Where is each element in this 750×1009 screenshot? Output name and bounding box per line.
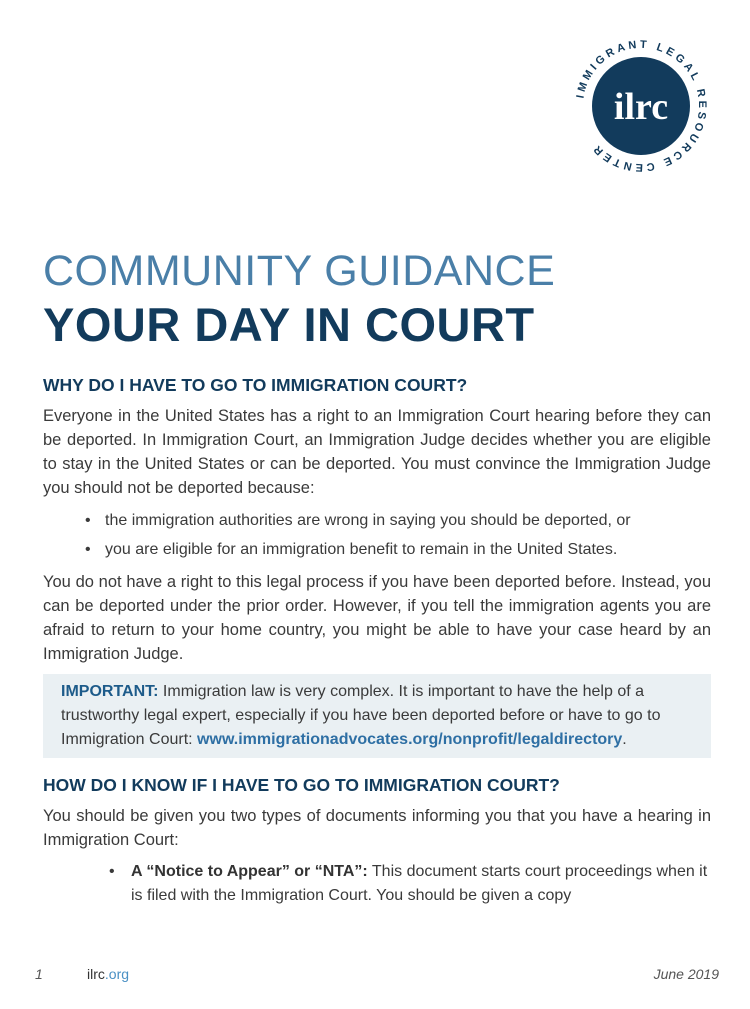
title-community-guidance: COMMUNITY GUIDANCE [43,247,556,295]
title-your-day-in-court: YOUR DAY IN COURT [43,298,535,351]
section1-paragraph1: Everyone in the United States has a right to an Immigration Court hearing before they can be deported. In Immigration Court, an Immigration Judge decides whether you are eligible to stay in the United States or can be deported. You must convince the Immigration Judge you should not be deported because: [43,407,711,497]
section2-heading: HOW DO I KNOW IF I HAVE TO GO TO IMMIGRATION COURT? [43,775,560,795]
footer-site-link[interactable] [87,966,129,982]
callout-end: . [622,731,627,748]
footer-date: June 2019 [653,966,719,982]
section1-heading: WHY DO I HAVE TO GO TO IMMIGRATION COURT? [43,375,468,395]
main-content [43,372,711,908]
page-footer [35,966,719,988]
important-callout [43,674,711,758]
section2-bullet-list [43,860,711,908]
section2-paragraph: You should be given you two types of documents informing you that you have a hearing in Immigration Court: [43,807,711,849]
logo-word: ilrc [613,86,669,128]
section1-paragraph2: You do not have a right to this legal process if you have been deported before. Instead, you can be deported under the prior order. However, if you tell the immigration agents you are afraid to return to your home country, you might be able to have your case heard by an Immigration Judge. [43,573,711,663]
footer-site-name: ilrc [87,966,105,982]
list-item: • the immigration authorities are wrong in saying you should be deported, or [105,506,711,535]
page-number: 1 [35,966,43,982]
logo-ring-text: IMMIGRANT LEGAL RESOURCE CENTER [574,38,709,174]
section1-bullet-list [43,506,711,564]
callout-label: IMPORTANT: [61,683,159,700]
footer-site-tld: .org [104,966,130,982]
nta-term: A “Notice to Appear” or “NTA”: [131,863,368,880]
ilrc-logo [565,30,717,182]
callout-text: Immigration law is very complex. It is important to have the help of a trustworthy legal expert, especially if you have been deported before or have to go to Immigration Court: [61,683,661,748]
nta-description: This document starts court proceedings when it is filed with the Immigration Court. You should be given a copy [131,863,708,904]
legal-directory-link[interactable]: www.immigrationadvocates.org/nonprofit/legaldirectory [197,731,623,748]
list-item: • you are eligible for an immigration benefit to remain in the United States. [105,535,711,564]
list-item [131,860,711,908]
